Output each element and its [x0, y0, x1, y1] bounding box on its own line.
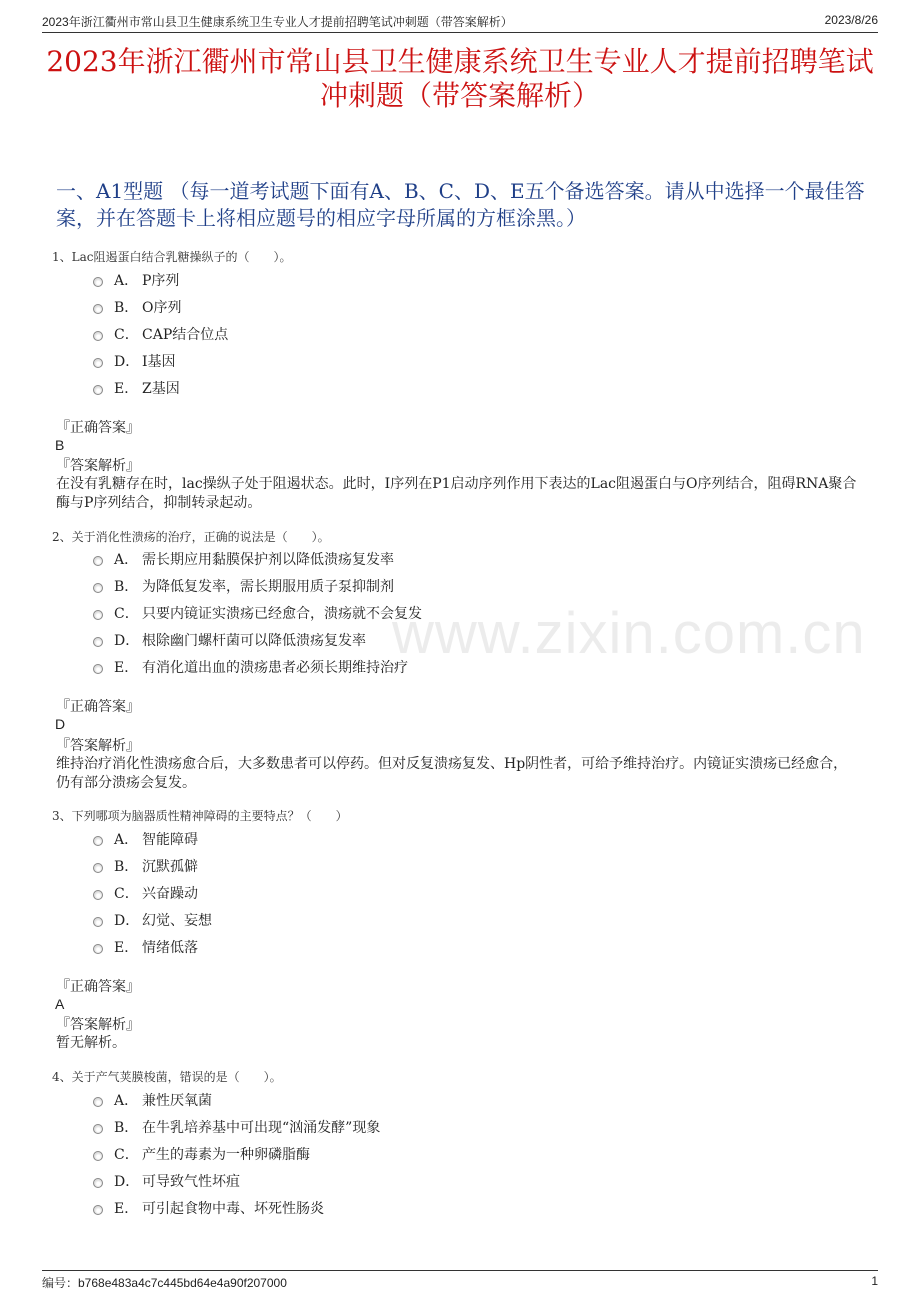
radio-icon[interactable] — [93, 637, 103, 647]
radio-icon[interactable] — [93, 836, 103, 846]
option-text: Z基因 — [142, 381, 180, 397]
option-letter: C． — [114, 886, 139, 902]
option-letter: C． — [114, 606, 139, 622]
watermark: www.zixin.com.cn — [392, 601, 866, 666]
analysis-label: 『答案解析』 — [56, 738, 140, 754]
page-header — [42, 10, 878, 33]
radio-icon[interactable] — [93, 556, 103, 566]
option-text: 可引起食物中毒、坏死性肠炎 — [142, 1201, 324, 1217]
option-text: I基因 — [142, 354, 176, 370]
radio-icon[interactable] — [93, 1124, 103, 1134]
option-text: CAP结合位点 — [142, 327, 229, 343]
option-text: 产生的毒素为一种卵磷脂酶 — [142, 1147, 310, 1163]
option-text: 在牛乳培养基中可出现“汹涌发酵”现象 — [142, 1120, 381, 1136]
question-stem: 2、关于消化性溃疡的治疗，正确的说法是（ ）。 — [52, 530, 330, 544]
option-letter: A． — [114, 273, 139, 289]
footer-code: 编号：b768e483a4c7c445bd64e4a90f207000 — [42, 1276, 287, 1290]
header-doc-name: 2023年浙江衢州市常山县卫生健康系统卫生专业人才提前招聘笔试冲刺题（带答案解析） — [42, 15, 513, 29]
document-title: 2023年浙江衢州市常山县卫生健康系统卫生专业人才提前招聘笔试冲刺题（带答案解析） — [46, 45, 874, 112]
option-text: P序列 — [142, 273, 180, 289]
option-letter: D． — [114, 633, 140, 649]
option-text: 可导致气性坏疽 — [142, 1174, 240, 1190]
option-text: 沉默孤僻 — [142, 859, 198, 875]
option-text: 兼性厌氧菌 — [142, 1093, 212, 1109]
radio-icon[interactable] — [93, 304, 103, 314]
option-text: 兴奋躁动 — [142, 886, 198, 902]
analysis-text: 暂无解析。 — [56, 1035, 126, 1051]
page-footer — [42, 1270, 878, 1291]
analysis-text: 维持治疗消化性溃疡愈合后，大多数患者可以停药。但对反复溃疡复发、Hp阴性者，可给予维持治疗。内镜证实溃疡已经愈合，仍有部分溃疡会复发。 — [56, 756, 848, 791]
option-letter: D． — [114, 913, 140, 929]
section-title: 一、A1型题 （每一道考试题下面有A、B、C、D、E五个备选答案。请从中选择一个最佳答案，并在答题卡上将相应题号的相应字母所属的方框涂黑。） — [56, 179, 865, 230]
header-date: 2023/8/26 — [824, 13, 878, 27]
radio-icon[interactable] — [93, 1178, 103, 1188]
correct-answer-label: 『正确答案』 — [56, 979, 140, 995]
radio-icon[interactable] — [93, 863, 103, 873]
radio-icon[interactable] — [93, 1151, 103, 1161]
question-stem: 3、下列哪项为脑器质性精神障碍的主要特点？（ ） — [52, 809, 348, 823]
option-letter: E． — [114, 1201, 139, 1217]
option-letter: A． — [114, 1093, 139, 1109]
option-letter: C． — [114, 1147, 139, 1163]
analysis-label: 『答案解析』 — [56, 458, 140, 474]
option-letter: E． — [114, 660, 139, 676]
radio-icon[interactable] — [93, 610, 103, 620]
radio-icon[interactable] — [93, 583, 103, 593]
option-letter: B． — [114, 859, 139, 875]
option-text: 为降低复发率，需长期服用质子泵抑制剂 — [142, 579, 394, 595]
option-letter: E． — [114, 940, 139, 956]
radio-icon[interactable] — [93, 890, 103, 900]
correct-answer-label: 『正确答案』 — [56, 699, 140, 715]
analysis-label: 『答案解析』 — [56, 1017, 140, 1033]
correct-answer-value: A — [55, 996, 65, 1012]
option-letter: E． — [114, 381, 139, 397]
option-letter: A． — [114, 552, 139, 568]
radio-icon[interactable] — [93, 917, 103, 927]
option-text: 幻觉、妄想 — [142, 913, 212, 929]
correct-answer-value: B — [55, 437, 65, 453]
option-letter: D． — [114, 1174, 140, 1190]
radio-icon[interactable] — [93, 1205, 103, 1215]
option-text: 只要内镜证实溃疡已经愈合，溃疡就不会复发 — [142, 606, 422, 622]
option-letter: B． — [114, 1120, 139, 1136]
question-stem: 4、关于产气荚膜梭菌，错误的是（ ）。 — [52, 1070, 282, 1084]
option-letter: A． — [114, 832, 139, 848]
correct-answer-value: D — [55, 716, 66, 732]
page-number: 1 — [871, 1274, 878, 1288]
correct-answer-label: 『正确答案』 — [56, 420, 140, 436]
option-letter: C． — [114, 327, 139, 343]
radio-icon[interactable] — [93, 1097, 103, 1107]
option-text: 有消化道出血的溃疡患者必须长期维持治疗 — [142, 660, 408, 676]
option-letter: D． — [114, 354, 140, 370]
option-text: O序列 — [142, 300, 182, 316]
radio-icon[interactable] — [93, 277, 103, 287]
radio-icon[interactable] — [93, 385, 103, 395]
option-text: 根除幽门螺杆菌可以降低溃疡复发率 — [142, 633, 366, 649]
radio-icon[interactable] — [93, 944, 103, 954]
option-letter: B． — [114, 300, 139, 316]
option-text: 智能障碍 — [142, 832, 198, 848]
radio-icon[interactable] — [93, 358, 103, 368]
radio-icon[interactable] — [93, 331, 103, 341]
option-letter: B． — [114, 579, 139, 595]
radio-icon[interactable] — [93, 664, 103, 674]
option-text: 情绪低落 — [142, 940, 198, 956]
question-stem: 1、Lac阻遏蛋白结合乳糖操纵子的（ ）。 — [52, 250, 292, 264]
option-text: 需长期应用黏膜保护剂以降低溃疡复发率 — [142, 552, 394, 568]
analysis-text: 在没有乳糖存在时，lac操纵子处于阻遏状态。此时，I序列在P1启动序列作用下表达的Lac阻遏蛋白与O序列结合，阻碍RNA聚合酶与P序列结合，抑制转录起动。 — [56, 476, 857, 511]
